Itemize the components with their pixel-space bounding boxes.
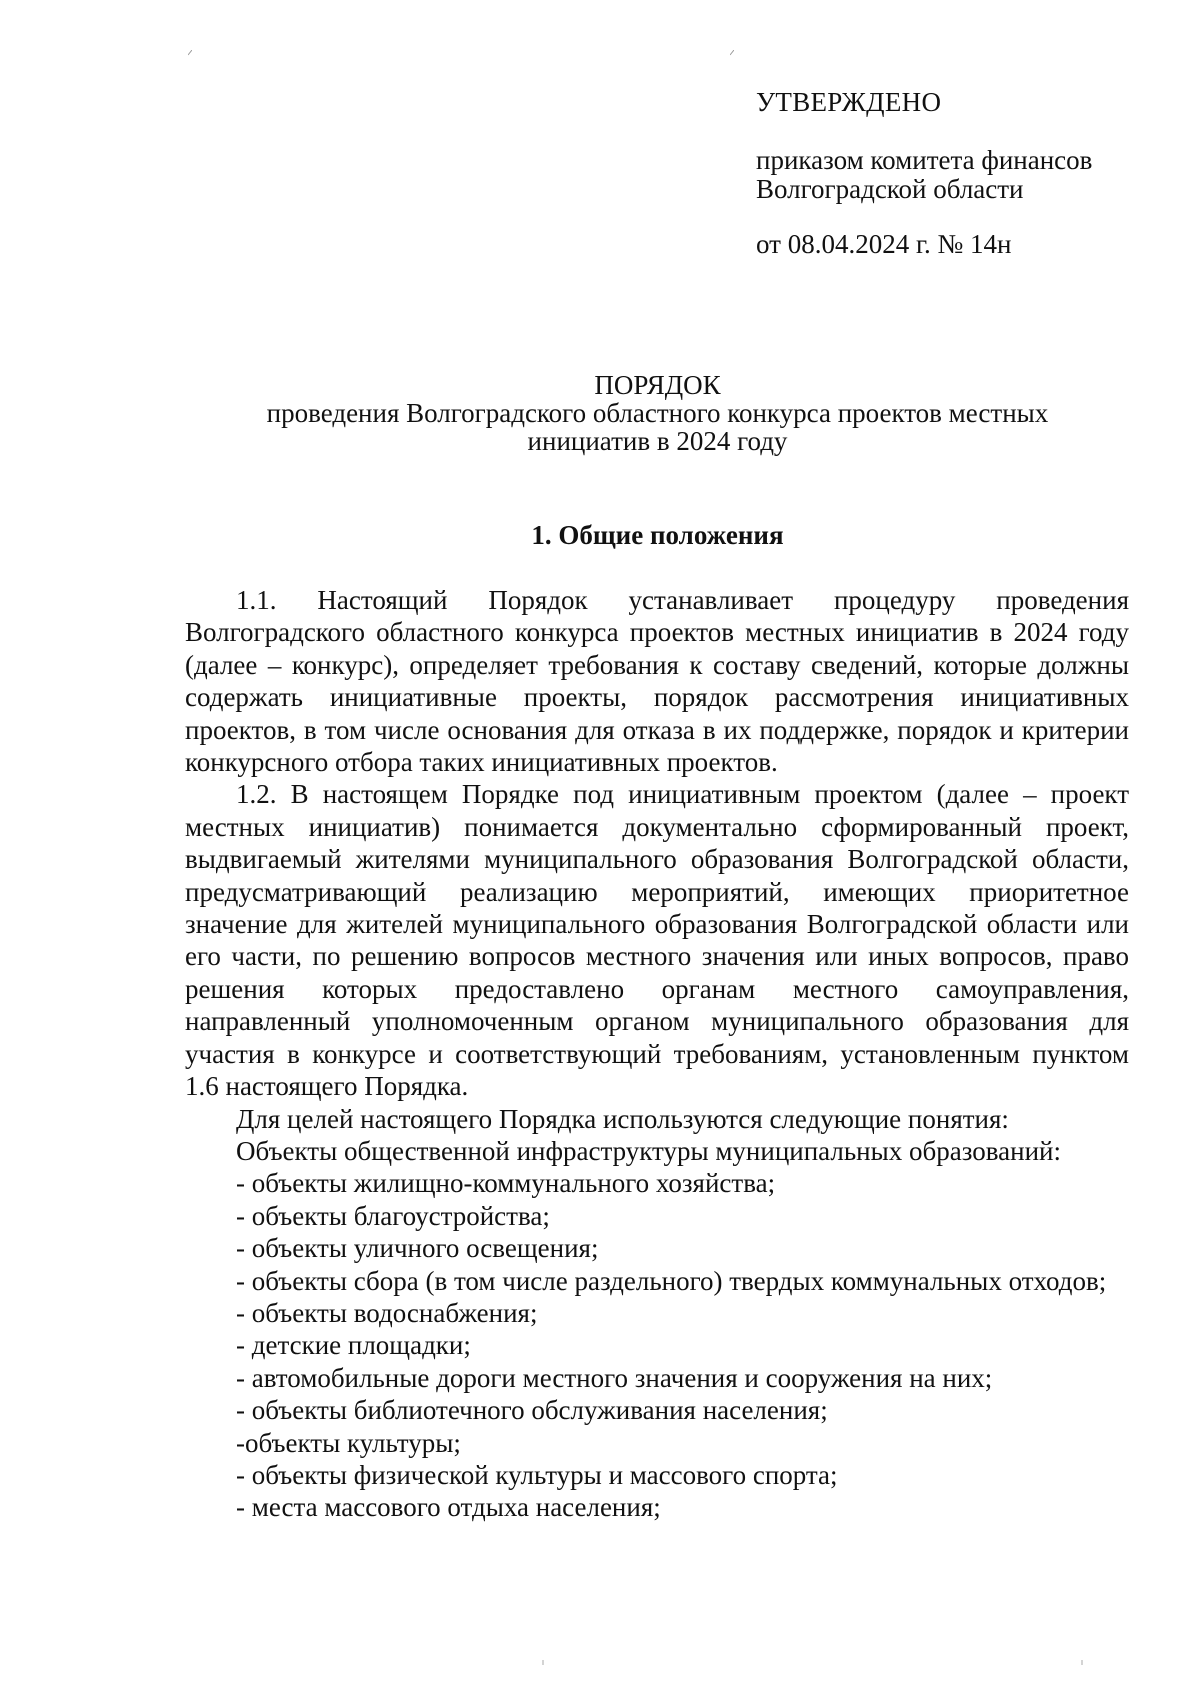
- paragraph-1-2: 1.2. В настоящем Порядке под инициативным проектом (далее – проект местных инициатив) понимается документально сформированный проект, выдвигаемый жителями муниципального образования Волгоградской области, предусматривающий реализацию мероприятий, имеющих приоритетное значение для жителей муниципального образования Волгоградской области или его части, по решению вопросов местного значения или иных вопросов, право решения которых предоставлено органам местного самоуправления, направленный уполномоченным органом муниципального образования для участия в конкурсе и соответствующий требованиям, установленным пунктом 1.6 настоящего Порядка.: [185, 779, 1129, 1102]
- scan-speck: [188, 50, 192, 56]
- section-heading: 1. Общие положения: [531, 520, 784, 550]
- scan-speck: [541, 1660, 545, 1666]
- list-item: - детские площадки;: [236, 1330, 471, 1361]
- approval-stamp-block: [756, 88, 1176, 259]
- list-item: -объекты культуры;: [236, 1427, 461, 1458]
- document-body: [185, 584, 1129, 1524]
- title-line-3: инициатив в 2024 году: [527, 426, 788, 456]
- list-item: - объекты жилищно-коммунального хозяйства;: [236, 1168, 776, 1199]
- list-item: - объекты уличного освещения;: [236, 1233, 599, 1264]
- list-item: - места массового отдыха населения;: [236, 1492, 661, 1523]
- document-title: [185, 371, 1130, 455]
- title-line-1: ПОРЯДОК: [594, 370, 721, 400]
- approving-authority-line2: Волгоградской области: [756, 174, 1024, 204]
- list-item: - объекты благоустройства;: [236, 1200, 550, 1231]
- approving-authority-line1: приказом комитета финансов: [756, 145, 1093, 175]
- list-item: - объекты библиотечного обслуживания населения;: [236, 1395, 828, 1426]
- title-line-2: проведения Волгоградского областного конкурса проектов местных: [266, 398, 1049, 428]
- scan-speck: [1080, 1660, 1084, 1666]
- paragraph-1-1: 1.1. Настоящий Порядок устанавливает процедуру проведения Волгоградского областного конкурса проектов местных инициатив в 2024 году (далее – конкурс), определяет требования к составу сведений, которые должны содержать инициативные проекты, порядок рассмотрения инициативных проектов, в том числе основания для отказа в их поддержке, порядок и критерии конкурсного отбора таких инициативных проектов.: [185, 585, 1129, 778]
- list-item: - объекты физической культуры и массового спорта;: [236, 1459, 838, 1490]
- list-item: - автомобильные дороги местного значения и сооружения на них;: [236, 1362, 993, 1393]
- list-item: - объекты водоснабжения;: [236, 1297, 538, 1328]
- scan-speck: [730, 50, 734, 56]
- paragraph-concepts: Для целей настоящего Порядка используются следующие понятия:: [236, 1103, 1009, 1134]
- list-item: - объекты сбора (в том числе раздельного) твердых коммунальных отходов;: [236, 1265, 1107, 1296]
- approved-label: УТВЕРЖДЕНО: [756, 87, 942, 117]
- approving-authority: [756, 146, 1176, 204]
- paragraph-objects: Объекты общественной инфраструктуры муниципальных образований:: [236, 1135, 1061, 1166]
- order-date: от 08.04.2024 г. № 14н: [756, 229, 1012, 259]
